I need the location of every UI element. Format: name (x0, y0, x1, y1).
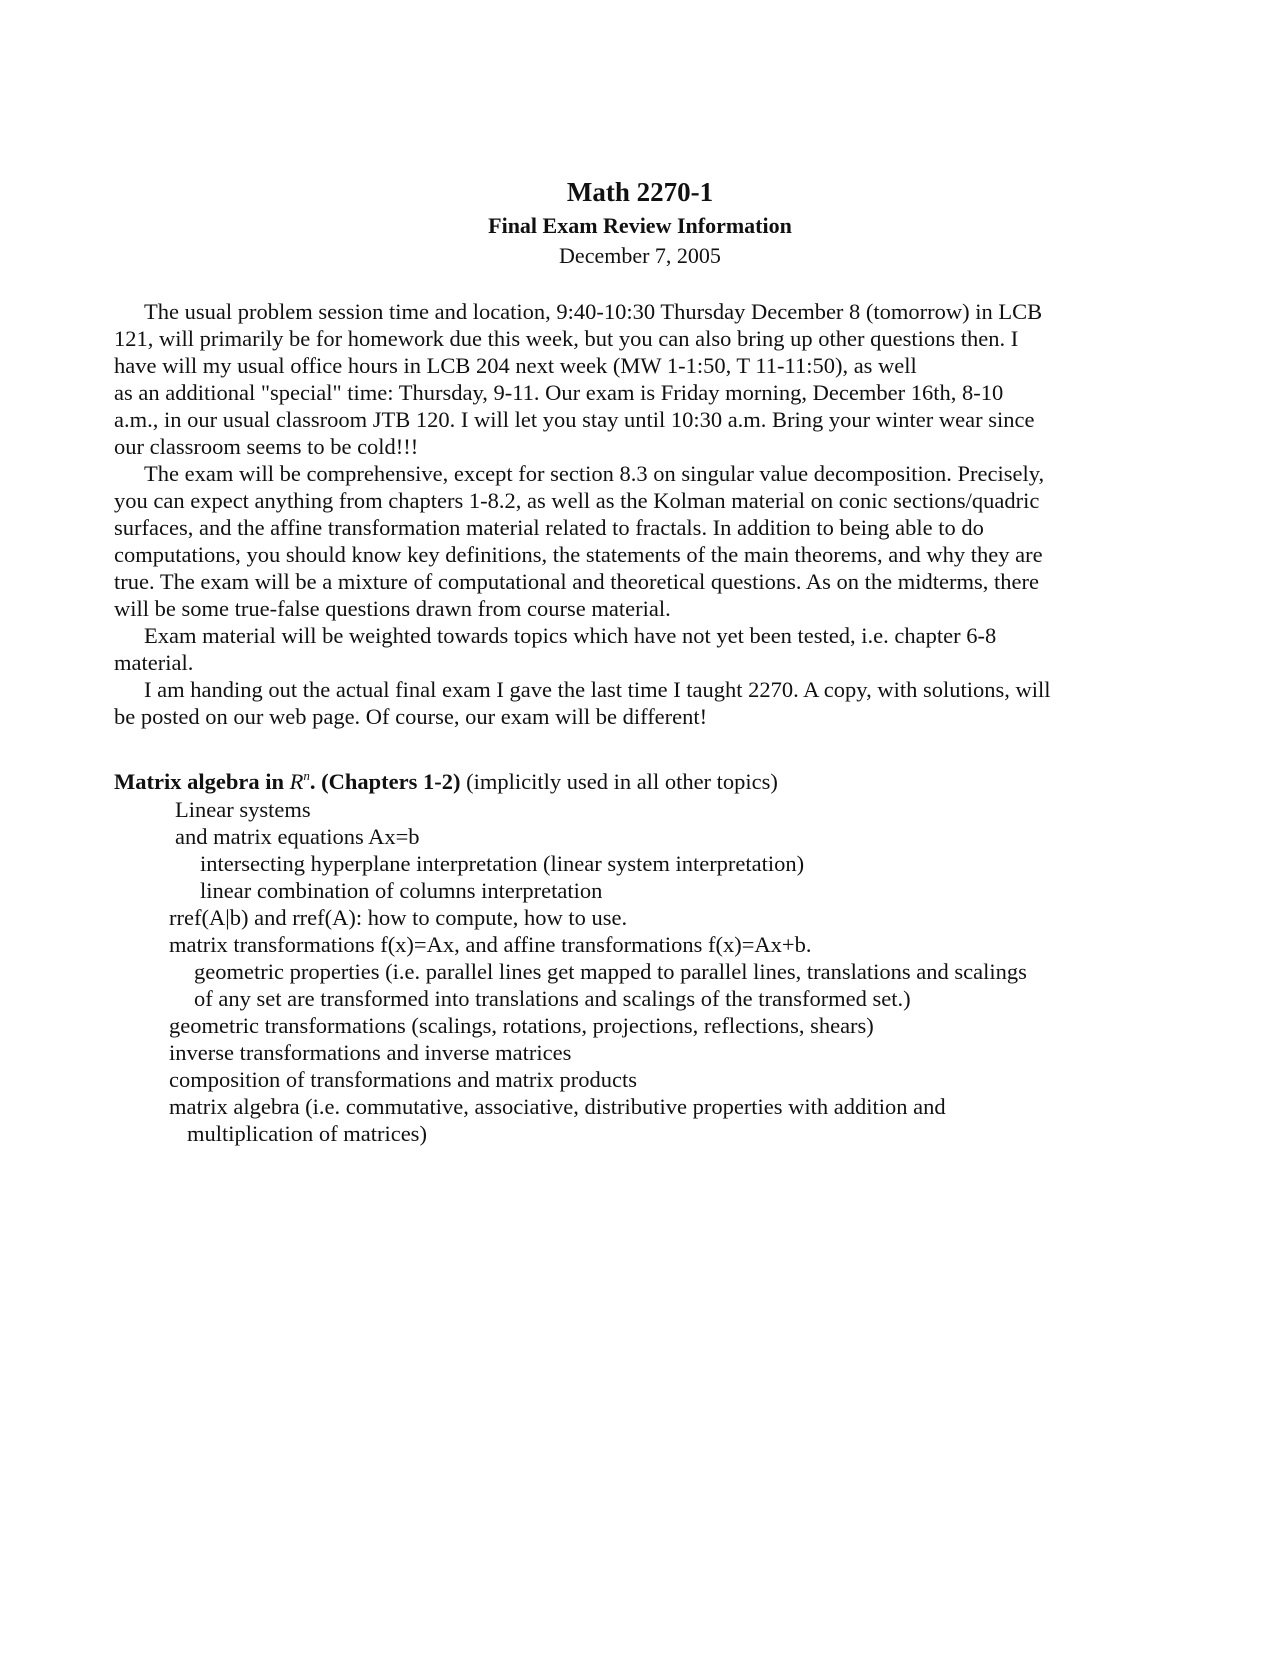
paragraph-line: Exam material will be weighted towards topics which have not yet been tested, i.e. chapter 6-8 (144, 623, 997, 648)
list-item: and matrix equations Ax=b (175, 824, 420, 849)
paragraph-line: be posted on our web page. Of course, our exam will be different! (114, 704, 708, 729)
list-item: geometric transformations (scalings, rotations, projections, reflections, shears) (169, 1013, 874, 1038)
section-heading-label: Matrix algebra in (114, 769, 290, 794)
paragraph-line: will be some true-false questions drawn from course material. (114, 596, 671, 621)
section-heading-chapters: . (Chapters 1-2) (309, 769, 461, 794)
doc-date: December 7, 2005 (559, 243, 721, 268)
paragraph-line: you can expect anything from chapters 1-8.2, as well as the Kolman material on conic sections/quadric (114, 488, 1040, 513)
list-item: Linear systems (175, 797, 311, 822)
list-item: composition of transformations and matrix products (169, 1067, 638, 1092)
paragraph-line: The usual problem session time and location, 9:40-10:30 Thursday December 8 (tomorrow) in LCB (144, 299, 1043, 324)
list-item: of any set are transformed into translations and scalings of the transformed set.) (194, 986, 911, 1011)
paragraph-line: a.m., in our usual classroom JTB 120. I will let you stay until 10:30 a.m. Bring your winter wear since (114, 407, 1035, 432)
paragraph-line: 121, will primarily be for homework due this week, but you can also bring up other questions then. I (114, 326, 1019, 351)
paragraph-line: have will my usual office hours in LCB 204 next week (MW 1-1:50, T 11-11:50), as well (114, 353, 917, 378)
section-heading-variable: R (289, 769, 304, 794)
list-item: inverse transformations and inverse matrices (169, 1040, 572, 1065)
list-item: intersecting hyperplane interpretation (linear system interpretation) (200, 851, 805, 876)
paragraph-line: true. The exam will be a mixture of computational and theoretical questions. As on the midterms, there (114, 569, 1039, 594)
list-item: matrix algebra (i.e. commutative, associative, distributive properties with addition and (169, 1094, 946, 1119)
doc-title: Math 2270-1 (566, 177, 714, 207)
list-item: multiplication of matrices) (187, 1121, 427, 1146)
list-item: linear combination of columns interpretation (200, 878, 603, 903)
section-heading-superscript: n (303, 768, 310, 783)
section-heading (114, 768, 778, 796)
list-item: rref(A|b) and rref(A): how to compute, how to use. (169, 905, 628, 930)
list-item: geometric properties (i.e. parallel lines get mapped to parallel lines, translations and scalings (194, 959, 1027, 984)
list-item: matrix transformations f(x)=Ax, and affine transformations f(x)=Ax+b. (169, 932, 812, 957)
paragraph-line: material. (114, 650, 194, 675)
paragraph-line: as an additional "special" time: Thursday, 9-11. Our exam is Friday morning, December 16th, 8-10 (114, 380, 1004, 405)
paragraph-line: The exam will be comprehensive, except for section 8.3 on singular value decomposition. Precisely, (144, 461, 1045, 486)
paragraph-line: I am handing out the actual final exam I gave the last time I taught 2270. A copy, with solutions, will (144, 677, 1051, 702)
paragraph-line: our classroom seems to be cold!!! (114, 434, 419, 459)
section-heading-note: (implicitly used in all other topics) (460, 769, 778, 794)
doc-subtitle: Final Exam Review Information (488, 213, 792, 238)
paragraph-line: surfaces, and the affine transformation material related to fractals. In addition to being able to do (114, 515, 984, 540)
paragraph-line: computations, you should know key definitions, the statements of the main theorems, and why they are (114, 542, 1043, 567)
